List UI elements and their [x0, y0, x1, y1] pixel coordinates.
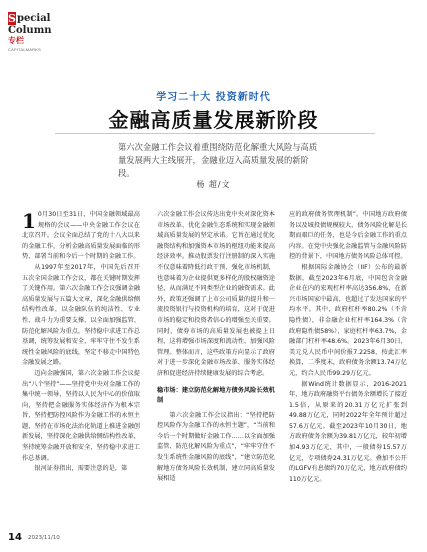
article-kicker: 学习二十大 投资新时代: [156, 92, 271, 103]
body-paragraph: 迈向金融强国，第六次金融工作会议提出“八个坚持”——坚持党中央对金融工作的集中统一领导，坚持以人民为中心的价值取向，坚持把金融服务实体经济作为根本宗旨，坚持把防控风险作为金融工作的永恒主题，坚持在市场化法治化轨道上推进金融创新发展，坚持深化金融供给侧结构性改革，坚持统筹金融开放和安全，坚持稳中求进工作总基调。: [22, 369, 140, 462]
body-paragraph: 从1997年至2017年，中国先后召开五次全国金融工作会议，都在关键时期发挥了关键作用。第六次金融工作会议强调金融高质量发展与五篇大文章，深化金融供给侧结构性改革，以金融队伍的纯洁性、专业性、战斗力为重要支撑，以全面加强监管、防范化解风险为重点，坚持稳中求进工作总基调，统筹发展和安全，牢牢守住不发生系统性金融风险的底线，坚定不移走中国特色金融发展之路。: [22, 263, 140, 367]
logo-chinese-label: 专栏: [8, 36, 24, 45]
headline-divider: [55, 133, 375, 134]
article-deck: 第六次金融工作会议着重围绕防范化解重大风险与高质量发展两大主线展开，金融业迈入高质量发展的新阶段。: [118, 142, 318, 178]
logo-initial: S: [8, 12, 16, 25]
column-logo: [8, 12, 52, 52]
body-column-3: [289, 210, 407, 485]
page-number: 14: [8, 532, 22, 543]
body-paragraph: 六次金融工作会议传达出党中央对深化资本市场改革、优化金融生态系统和实现金融领域高质量发展的坚定承诺。它旨在通过优化融资结构和加强资本市场的枢纽功能来提高经济效率。推动股票发行注册制的深入实施不仅意味着降低行政干预、强化市场机制，也意味着为企业提供更多样化的股权融资途径，从而满足不同类型企业的融资需求。此外，政策还强调了上市公司质量的提升和一流投资银行与投资机构的培育，这对于促进市场的稳定和投资者信心的增强至关重要。同时，债券市场的高质量发展也被提上日程，这将增强市场深度和流动性，加强风险管理。整体而言，这些政策方向显示了政府对于进一步深化金融市场改革、服务实体经济和促进经济持续健康发展的综合考虑。: [157, 211, 275, 377]
logo-title-line1: [8, 12, 51, 25]
section-subhead: 稳市场：建立防范化解地方债务风险长效机制: [157, 386, 275, 405]
logo-title-line2: Column: [8, 25, 52, 36]
article-headline: 金融高质量发展新阶段: [108, 108, 319, 132]
paragraph-text: 0月30日至31日，中国金融领域最高规格的会议——中央金融工作会议在北京召开。会议全面总结了党的十八大以来的金融工作，分析金融高质量发展面临的形势，部署当前和今后一个时期的金融工作。: [22, 211, 140, 261]
body-column-1: [22, 210, 140, 475]
article-byline: 杨 超/文: [196, 180, 231, 189]
body-paragraph: 据Wind统计数据显示，2016-2021年，地方政府融资平台债务余额增长了接近1.5倍，从原来的20.31万亿元扩张到49.88万亿元，同时2022年全年预计超过57.6万亿元。截至2023年10月30日，地方政府债务余额为39.81万亿元，较年初增加4.93万亿元，其中，一般债券15.57万亿元，专项债券24.31万亿元。叠加不公开的LGFV有息债约70万亿元，地方政府债约110万亿元。: [289, 380, 407, 483]
body-column-2: [157, 210, 275, 485]
body-paragraph: 应的政府债务管理机制”。中国地方政府债务以及城投债规模较大，债务风险化解是长期而艰巨的任务，也是今后金融工作的重点内容。在党中央强化金融监管与金融风险防控的背景下，中国地方债务风险总体可控。: [289, 211, 407, 261]
body-paragraph: 银河证券指出，需要注意的是，第: [34, 465, 128, 473]
logo-title-rest: pecial: [16, 13, 51, 24]
body-paragraph: 第六次金融工作会议指出：“坚持把防控风险作为金融工作的永恒主题”，“当前和今后一个时期做好金融工作……以全面加强监管、防范化解风险为重点”，“牢牢守住不发生系统性金融风险的底线”，“建立防范化解地方债务风险长效机制，建立同高质量发展相适: [157, 411, 275, 483]
body-paragraph: 根据国际金融协会（IIF）公布的最新数据，截至2023年6月底，中国包含金融企业在内的宏观杠杆率高达356.8%，在新兴市场国家中最高，也超过了发达国家的平均水平。其中，政府杠杆率80.2%（不含隐性债），非金融企业杠杆率164.3%（含政府隐性债58%），家庭杠杆率63.7%，金融部门杠杆率48.6%。2023年6月30日，美元兑人民币中间价报7.2258，按此汇率换算，二季度末，政府债务余额13.74万亿元，约合人民币99.29万亿元。: [289, 263, 407, 377]
body-paragraph: [22, 210, 140, 263]
drop-cap: 1: [22, 209, 36, 233]
issue-date: 2023/11/10: [28, 535, 60, 541]
logo-english-label: CAPITALMARKS: [8, 47, 41, 52]
